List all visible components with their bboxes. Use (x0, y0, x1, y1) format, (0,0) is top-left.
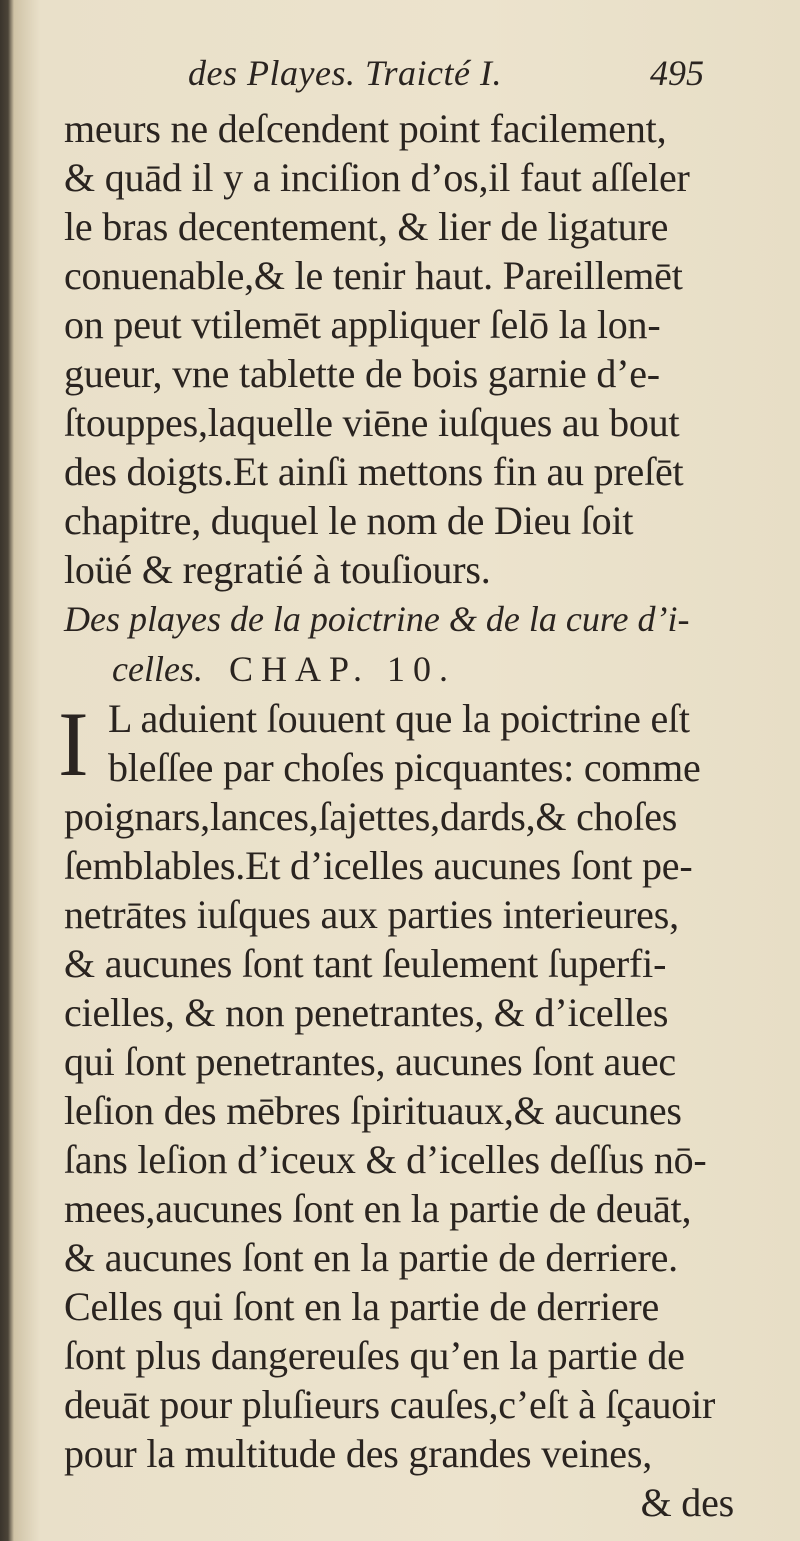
text-line: deuāt pour pluſieurs cauſes,c’eſt à ſçauoir (64, 1382, 716, 1427)
text-line: cielles, & non penetrantes, & d’icelles (64, 990, 669, 1035)
chapter-number: CHAP. 10. (228, 649, 456, 689)
text-line: ſont plus dangereuſes qu’en la partie de (64, 1333, 685, 1378)
chapter-heading-continued (64, 644, 744, 694)
text-line: & quād il y a inciſion d’os,il faut aſſeler (64, 155, 690, 200)
drop-cap-initial: I (58, 693, 89, 795)
text-line: loüé & regratié à touſiours. (64, 547, 491, 592)
text-line: leſion des mēbres ſpirituaux,& aucunes (64, 1088, 682, 1133)
catchword: & des (640, 1480, 734, 1525)
text-line: chapitre, duquel le nom de Dieu ſoit (64, 498, 634, 543)
text-line: conuenable,& le tenir haut. Pareillemēt (64, 253, 683, 298)
text-line: le bras decentement, & lier de ligature (64, 204, 669, 249)
text-line: gueur, vne tablette de bois garnie d’e- (64, 351, 660, 396)
text-line: & aucunes ſont tant ſeulement ſuperfi- (64, 941, 667, 986)
chapter-heading: Des playes de la poictrine & de la cure d’i- (64, 599, 690, 639)
text-line: & aucunes ſont en la partie de derriere. (64, 1235, 678, 1280)
drop-cap-block (58, 693, 744, 795)
text-line: ſtouppes,laquelle viēne iuſques au bout (64, 400, 680, 445)
text-line: L aduient ſouuent que la poictrine eſt (108, 696, 690, 741)
text-line: meurs ne deſcendent point facilement, (64, 106, 667, 151)
text-line: mees,aucunes ſont en la partie de deuāt, (64, 1186, 692, 1231)
page-number: 495 (650, 53, 704, 93)
text-line: bleſſee par choſes picquantes: comme (108, 745, 701, 790)
text-line: Celles qui ſont en la partie de derriere (64, 1284, 660, 1329)
text-block (58, 104, 744, 1527)
text-line: netrātes iuſques aux parties interieures, (64, 892, 679, 937)
text-line: poignars,lances,ſajettes,dards,& choſes (64, 794, 678, 839)
running-title: des Playes. Traicté I. (188, 53, 502, 93)
page-header (0, 52, 800, 102)
text-line: pour la multitude des grandes veines, (64, 1431, 653, 1476)
text-line: on peut vtilemēt appliquer ſelō la lon- (64, 302, 661, 347)
chapter-heading-end: celles. (112, 649, 203, 689)
text-line: ſemblables.Et d’icelles aucunes ſont pe- (64, 843, 693, 888)
text-line: ſans leſion d’iceux & d’icelles deſſus nō- (64, 1137, 707, 1182)
text-line: qui ſont penetrantes, aucunes ſont auec (64, 1039, 676, 1084)
text-line: des doigts.Et ainſi mettons fin au preſēt (64, 449, 684, 494)
